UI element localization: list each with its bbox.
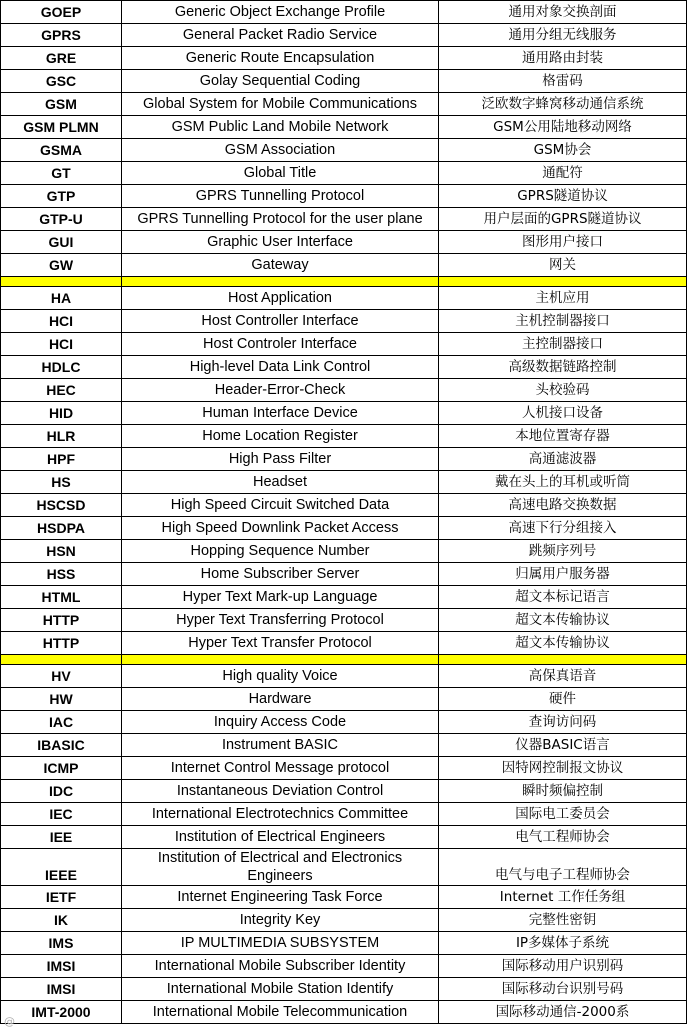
chinese-term-cell: 图形用户接口 (439, 231, 687, 254)
english-term-cell: Institution of Electrical and Electronics Engineers (122, 849, 439, 886)
separator-cell (122, 277, 439, 287)
english-term-cell: Internet Engineering Task Force (122, 886, 439, 909)
table-row (1, 139, 687, 162)
chinese-term-cell: 头校验码 (439, 379, 687, 402)
chinese-term-cell: 国际移动用户识别码 (439, 955, 687, 978)
english-term-cell: Global Title (122, 162, 439, 185)
english-term-cell: International Electrotechnics Committee (122, 803, 439, 826)
table-row (1, 254, 687, 277)
chinese-term-cell: GSM公用陆地移动网络 (439, 116, 687, 139)
abbreviation-cell: GT (1, 162, 122, 185)
table-row (1, 632, 687, 655)
table-row (1, 70, 687, 93)
table-row (1, 978, 687, 1001)
abbreviation-cell: HSN (1, 540, 122, 563)
chinese-term-cell: 通用路由封装 (439, 47, 687, 70)
english-term-cell: Generic Route Encapsulation (122, 47, 439, 70)
table-row (1, 310, 687, 333)
chinese-term-cell: 国际移动通信-2000系 (439, 1001, 687, 1024)
english-term-cell: Inquiry Access Code (122, 711, 439, 734)
english-term-cell: Hopping Sequence Number (122, 540, 439, 563)
table-row (1, 955, 687, 978)
english-term-cell: Headset (122, 471, 439, 494)
chinese-term-cell: 网关 (439, 254, 687, 277)
chinese-term-cell: 戴在头上的耳机或听筒 (439, 471, 687, 494)
english-term-cell: Golay Sequential Coding (122, 70, 439, 93)
abbreviation-cell: HTTP (1, 632, 122, 655)
chinese-term-cell: 高速下行分组接入 (439, 517, 687, 540)
table-row (1, 909, 687, 932)
abbreviation-cell: GRE (1, 47, 122, 70)
abbreviation-cell: GTP-U (1, 208, 122, 231)
chinese-term-cell: 仪器BASIC语言 (439, 734, 687, 757)
table-row (1, 162, 687, 185)
section-separator-row (1, 655, 687, 665)
abbreviation-cell: HSS (1, 563, 122, 586)
table-row (1, 1001, 687, 1024)
table-row (1, 425, 687, 448)
abbreviation-cell: HPF (1, 448, 122, 471)
english-term-cell: Header-Error-Check (122, 379, 439, 402)
chinese-term-cell: 超文本标记语言 (439, 586, 687, 609)
english-term-cell: Generic Object Exchange Profile (122, 1, 439, 24)
abbreviation-cell: HV (1, 665, 122, 688)
abbreviation-cell: GSC (1, 70, 122, 93)
english-term-cell: GSM Association (122, 139, 439, 162)
english-term-cell: Instantaneous Deviation Control (122, 780, 439, 803)
abbreviation-cell: IDC (1, 780, 122, 803)
abbreviation-cell: HCI (1, 310, 122, 333)
english-term-cell: IP MULTIMEDIA SUBSYSTEM (122, 932, 439, 955)
abbreviation-cell: GTP (1, 185, 122, 208)
chinese-term-cell: 高速电路交换数据 (439, 494, 687, 517)
table-row (1, 886, 687, 909)
glossary-body (1, 1, 687, 1024)
chinese-term-cell: 超文本传输协议 (439, 632, 687, 655)
chinese-term-cell: 格雷码 (439, 70, 687, 93)
chinese-term-cell: 国际移动台识别号码 (439, 978, 687, 1001)
chinese-term-cell: Internet 工作任务组 (439, 886, 687, 909)
chinese-term-cell: 瞬时频偏控制 (439, 780, 687, 803)
table-row (1, 849, 687, 886)
table-row (1, 517, 687, 540)
english-term-cell: Global System for Mobile Communications (122, 93, 439, 116)
abbreviation-cell: HDLC (1, 356, 122, 379)
english-term-cell: GPRS Tunnelling Protocol for the user plane (122, 208, 439, 231)
table-row (1, 356, 687, 379)
table-row (1, 563, 687, 586)
table-row (1, 333, 687, 356)
abbreviation-cell: HS (1, 471, 122, 494)
abbreviation-cell: GOEP (1, 1, 122, 24)
chinese-term-cell: 因特网控制报文协议 (439, 757, 687, 780)
chinese-term-cell: 查询访问码 (439, 711, 687, 734)
abbreviation-cell: IEE (1, 826, 122, 849)
table-row (1, 609, 687, 632)
chinese-term-cell: 国际电工委员会 (439, 803, 687, 826)
abbreviation-cell: IMT-2000 (1, 1001, 122, 1024)
chinese-term-cell: 高保真语音 (439, 665, 687, 688)
table-row (1, 231, 687, 254)
table-row (1, 471, 687, 494)
abbreviation-cell: GPRS (1, 24, 122, 47)
english-term-cell: Graphic User Interface (122, 231, 439, 254)
table-row (1, 287, 687, 310)
table-row (1, 932, 687, 955)
abbreviation-cell: HID (1, 402, 122, 425)
english-term-cell: High-level Data Link Control (122, 356, 439, 379)
chinese-term-cell: GSM协会 (439, 139, 687, 162)
chinese-term-cell: 跳频序列号 (439, 540, 687, 563)
english-term-cell: Internet Control Message protocol (122, 757, 439, 780)
english-term-cell: Hardware (122, 688, 439, 711)
table-row (1, 586, 687, 609)
english-term-cell: Gateway (122, 254, 439, 277)
chinese-term-cell: 高级数据链路控制 (439, 356, 687, 379)
abbreviation-cell: IMSI (1, 978, 122, 1001)
chinese-term-cell: 泛欧数字蜂窝移动通信系统 (439, 93, 687, 116)
english-term-cell: International Mobile Telecommunication (122, 1001, 439, 1024)
table-row (1, 826, 687, 849)
chinese-term-cell: 完整性密钥 (439, 909, 687, 932)
english-term-cell: International Mobile Station Identify (122, 978, 439, 1001)
abbreviation-cell: GSMA (1, 139, 122, 162)
table-row (1, 780, 687, 803)
abbreviation-cell: ICMP (1, 757, 122, 780)
chinese-term-cell: IP多媒体子系统 (439, 932, 687, 955)
chinese-term-cell: 主机控制器接口 (439, 310, 687, 333)
abbreviation-cell: GSM (1, 93, 122, 116)
abbreviation-cell: HTTP (1, 609, 122, 632)
chinese-term-cell: 用户层面的GPRS隧道协议 (439, 208, 687, 231)
separator-cell (439, 277, 687, 287)
table-row (1, 93, 687, 116)
english-term-cell: Host Application (122, 287, 439, 310)
english-term-cell: General Packet Radio Service (122, 24, 439, 47)
table-row (1, 208, 687, 231)
english-term-cell: High quality Voice (122, 665, 439, 688)
english-term-cell: High Speed Circuit Switched Data (122, 494, 439, 517)
table-row (1, 379, 687, 402)
chinese-term-cell: 归属用户服务器 (439, 563, 687, 586)
chinese-term-cell: 主控制器接口 (439, 333, 687, 356)
english-term-cell: Hyper Text Transfer Protocol (122, 632, 439, 655)
abbreviation-cell: HEC (1, 379, 122, 402)
abbreviation-cell: GW (1, 254, 122, 277)
abbreviation-cell: IEC (1, 803, 122, 826)
abbreviation-cell: HW (1, 688, 122, 711)
watermark-mark: @ (4, 1015, 15, 1028)
english-term-cell: Hyper Text Mark-up Language (122, 586, 439, 609)
table-row (1, 494, 687, 517)
chinese-term-cell: 硬件 (439, 688, 687, 711)
chinese-term-cell: 电气与电子工程师协会 (439, 849, 687, 886)
abbreviation-cell: HA (1, 287, 122, 310)
abbreviation-cell: HSCSD (1, 494, 122, 517)
table-row (1, 1, 687, 24)
table-row (1, 734, 687, 757)
table-row (1, 711, 687, 734)
abbreviation-cell: IMSI (1, 955, 122, 978)
chinese-term-cell: 本地位置寄存器 (439, 425, 687, 448)
english-term-cell: GSM Public Land Mobile Network (122, 116, 439, 139)
english-term-cell: Institution of Electrical Engineers (122, 826, 439, 849)
abbreviation-cell: IK (1, 909, 122, 932)
table-row (1, 448, 687, 471)
table-row (1, 757, 687, 780)
separator-cell (439, 655, 687, 665)
english-term-cell: Human Interface Device (122, 402, 439, 425)
table-row (1, 47, 687, 70)
abbreviation-cell: HSDPA (1, 517, 122, 540)
abbreviation-cell: GSM PLMN (1, 116, 122, 139)
abbreviation-cell: IAC (1, 711, 122, 734)
separator-cell (1, 655, 122, 665)
separator-cell (122, 655, 439, 665)
abbreviation-cell: HTML (1, 586, 122, 609)
english-term-cell: Host Controler Interface (122, 333, 439, 356)
english-term-cell: Host Controller Interface (122, 310, 439, 333)
table-row (1, 185, 687, 208)
table-row (1, 665, 687, 688)
abbreviation-cell: GUI (1, 231, 122, 254)
chinese-term-cell: 电气工程师协会 (439, 826, 687, 849)
abbreviation-cell: IMS (1, 932, 122, 955)
english-term-cell: GPRS Tunnelling Protocol (122, 185, 439, 208)
chinese-term-cell: GPRS隧道协议 (439, 185, 687, 208)
chinese-term-cell: 通用分组无线服务 (439, 24, 687, 47)
table-row (1, 803, 687, 826)
english-term-cell: Home Subscriber Server (122, 563, 439, 586)
english-term-cell: Home Location Register (122, 425, 439, 448)
chinese-term-cell: 主机应用 (439, 287, 687, 310)
chinese-term-cell: 高通滤波器 (439, 448, 687, 471)
english-term-cell: High Pass Filter (122, 448, 439, 471)
abbreviation-cell: IETF (1, 886, 122, 909)
english-term-cell: Instrument BASIC (122, 734, 439, 757)
chinese-term-cell: 通用对象交换剖面 (439, 1, 687, 24)
table-row (1, 688, 687, 711)
table-row (1, 540, 687, 563)
english-term-cell: Integrity Key (122, 909, 439, 932)
table-row (1, 116, 687, 139)
abbreviation-cell: IEEE (1, 849, 122, 886)
english-term-cell: Hyper Text Transferring Protocol (122, 609, 439, 632)
abbreviation-cell: HLR (1, 425, 122, 448)
abbreviation-cell: HCI (1, 333, 122, 356)
chinese-term-cell: 人机接口设备 (439, 402, 687, 425)
table-row (1, 402, 687, 425)
table-row (1, 24, 687, 47)
separator-cell (1, 277, 122, 287)
chinese-term-cell: 通配符 (439, 162, 687, 185)
english-term-cell: International Mobile Subscriber Identity (122, 955, 439, 978)
abbreviation-cell: IBASIC (1, 734, 122, 757)
chinese-term-cell: 超文本传输协议 (439, 609, 687, 632)
english-term-cell: High Speed Downlink Packet Access (122, 517, 439, 540)
section-separator-row (1, 277, 687, 287)
